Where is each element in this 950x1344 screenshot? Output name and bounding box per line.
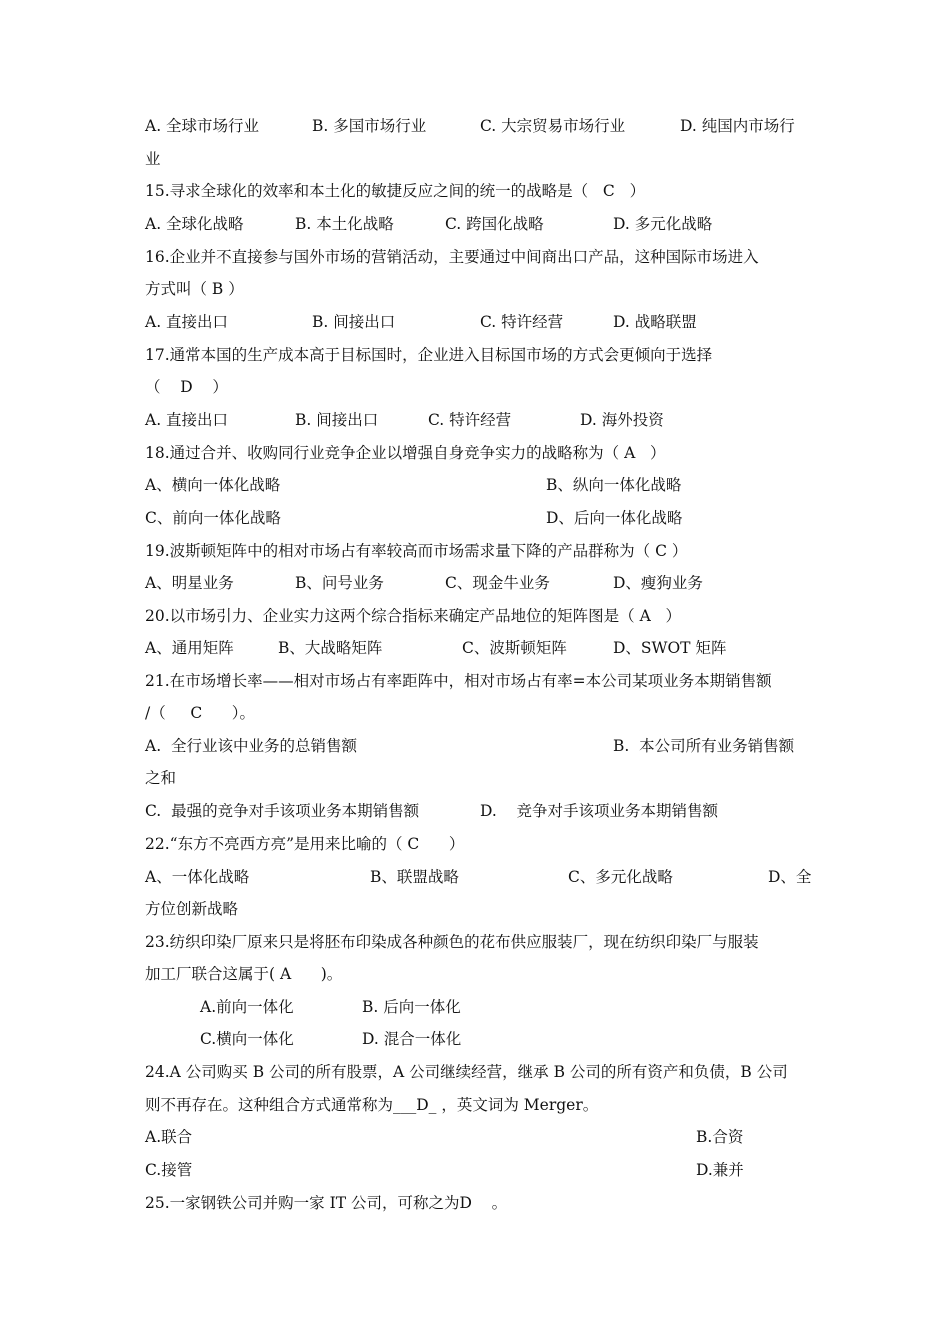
q19-stem: 19.波斯顿矩阵中的相对市场占有率较高而市场需求量下降的产品群称为（ C ） (145, 542, 688, 560)
q18-option-d: D、后向一体化战略 (546, 509, 683, 527)
q25-stem: 25.一家钢铁公司并购一家 IT 公司，可称之为D 。 (145, 1194, 508, 1212)
q24-option-a: A.联合 (145, 1128, 193, 1146)
q18-option-b: B、纵向一体化战略 (546, 476, 682, 494)
q16-option-c: C. 特许经营 (480, 313, 564, 331)
q17-option-c: C. 特许经营 (428, 411, 512, 429)
q21-option-c: C. 最强的竞争对手该项业务本期销售额 (145, 802, 420, 820)
q24-option-d: D.兼并 (696, 1161, 744, 1179)
q19-option-c: C、现金牛业务 (445, 574, 550, 592)
q14-option-a: A. 全球市场行业 (145, 117, 260, 135)
q20-option-a: A、通用矩阵 (145, 639, 234, 657)
q21-stem-line2: /（ C ）。 (145, 704, 256, 722)
q23-option-a: A.前向一体化 (200, 998, 294, 1016)
q23-stem-line1: 23.纺织印染厂原来只是将胚布印染成各种颜色的花布供应服装厂，现在纺织印染厂与服装 (145, 933, 759, 951)
q22-option-wrap: 方位创新战略 (145, 900, 239, 918)
q15-option-a: A. 全球化战略 (145, 215, 244, 233)
q17-stem-line2: （ D ） (145, 378, 228, 396)
q17-stem-line1: 17.通常本国的生产成本高于目标国时，企业进入目标国市场的方式会更倾向于选择 (145, 346, 713, 364)
q16-option-b: B. 间接出口 (312, 313, 396, 331)
q14-option-b: B. 多国市场行业 (312, 117, 427, 135)
q24-stem-line2: 则不再存在。这种组合方式通常称为___D_ ，英文词为 Merger。 (145, 1096, 599, 1114)
q19-option-b: B、问号业务 (295, 574, 384, 592)
q21-stem-line1: 21.在市场增长率——相对市场占有率距阵中，相对市场占有率=本公司某项业务本期销售额 (145, 672, 772, 690)
q18-stem: 18.通过合并、收购同行业竞争企业以增强自身竞争实力的战略称为（ A ） (145, 444, 666, 462)
q14-option-d: D. 纯国内市场行 (680, 117, 795, 135)
q18-option-c: C、前向一体化战略 (145, 509, 281, 527)
q23-stem-line2: 加工厂联合这属于( A )。 (145, 965, 343, 983)
q14-option-c: C. 大宗贸易市场行业 (480, 117, 626, 135)
q19-option-a: A、明星业务 (145, 574, 234, 592)
q15-stem: 15.寻求全球化的效率和本土化的敏捷反应之间的统一的战略是（ C ） (145, 182, 646, 200)
q22-option-b: B、联盟战略 (370, 868, 459, 886)
q24-option-c: C.接管 (145, 1161, 193, 1179)
q20-option-b: B、大战略矩阵 (278, 639, 383, 657)
q19-option-d: D、瘦狗业务 (613, 574, 703, 592)
q20-option-c: C、波斯顿矩阵 (462, 639, 567, 657)
q15-option-c: C. 跨国化战略 (445, 215, 544, 233)
q24-stem-line1: 24.A 公司购买 B 公司的所有股票，A 公司继续经营，继承 B 公司的所有资产和负债，B 公司 (145, 1063, 788, 1081)
q16-option-a: A. 直接出口 (145, 313, 229, 331)
q18-option-a: A、横向一体化战略 (145, 476, 281, 494)
q23-option-c: C.横向一体化 (200, 1030, 294, 1048)
q21-option-wrap: 之和 (145, 769, 177, 787)
q14-option-wrap: 业 (145, 150, 161, 168)
q21-option-a: A. 全行业该中业务的总销售额 (145, 737, 357, 755)
q22-option-d: D、全 (768, 868, 812, 886)
q21-option-d: D. 竞争对手该项业务本期销售额 (480, 802, 719, 820)
q23-option-d: D. 混合一体化 (362, 1030, 462, 1048)
q16-stem-line1: 16.企业并不直接参与国外市场的营销活动，主要通过中间商出口产品，这种国际市场进入 (145, 248, 759, 266)
q22-option-c: C、多元化战略 (568, 868, 673, 886)
q23-option-b: B. 后向一体化 (362, 998, 461, 1016)
q15-option-d: D. 多元化战略 (613, 215, 713, 233)
q17-option-a: A. 直接出口 (145, 411, 229, 429)
q17-option-d: D. 海外投资 (580, 411, 664, 429)
q22-option-a: A、一体化战略 (145, 868, 250, 886)
q15-option-b: B. 本土化战略 (295, 215, 394, 233)
q16-option-d: D. 战略联盟 (613, 313, 697, 331)
q21-option-b: B. 本公司所有业务销售额 (613, 737, 795, 755)
q20-option-d: D、SWOT 矩阵 (613, 639, 727, 657)
q17-option-b: B. 间接出口 (295, 411, 379, 429)
q16-stem-line2: 方式叫（ B ） (145, 280, 244, 298)
q24-option-b: B.合资 (696, 1128, 744, 1146)
q20-stem: 20.以市场引力、企业实力这两个综合指标来确定产品地位的矩阵图是（ A ） (145, 607, 682, 625)
q22-stem: 22.“东方不亮西方亮”是用来比喻的（ C ） (145, 835, 465, 853)
